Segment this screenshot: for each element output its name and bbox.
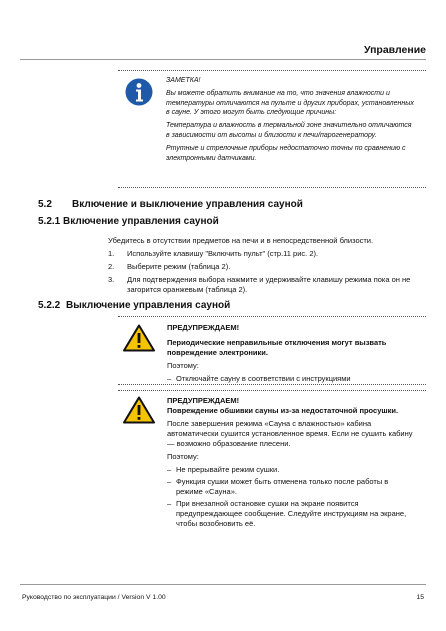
footer-divider [20,584,426,585]
list-item: 1. Используйте клавишу "Включить пульт" (стр.11 рис. 2). [108,249,319,258]
header-divider [20,59,426,60]
section-title: Включение и выключение управления сауной [72,199,303,210]
warning-label: ПРЕДУПРЕЖДАЕМ! [167,396,240,405]
warning-top-divider [118,316,426,317]
section-number: 5.2 [38,199,52,210]
page-header-title: Управление [363,44,426,56]
warning-label: ПРЕДУПРЕЖДАЕМ! [167,323,240,332]
note-paragraph: Ртутные и стрелочные приборы недостаточно точны по сравнению с электронными датчиками. [166,144,406,162]
section-heading-5-2 [38,199,303,210]
note-label: ЗАМЕТКА! [166,77,201,84]
steps-list [108,249,420,298]
section-heading-5-2-2 [38,300,230,311]
warning-top-divider [118,390,426,391]
section-title: Выключение управления сауной [66,300,231,311]
warning-therefore: Поэтому: [167,452,199,461]
info-icon [125,78,153,106]
note-paragraph: Вы можете обратить внимание на то, что значения влажности и температуры отличаются на пульте и других приборах, установленных в сауне. У этого могут быть следующие причины: [166,89,414,117]
note-top-divider [118,70,426,71]
warning-box [167,323,417,386]
list-item: – Отключайте сауну в соответствии с инструкциями [167,374,417,384]
footer-manual-version: Руководство по эксплуатации / Version V 1.00 [22,594,166,601]
warning-bottom-divider [118,384,426,385]
warning-box [167,396,417,531]
list-item: – Функция сушки может быть отменена только после работы в режиме «Сауна». [167,477,417,497]
warning-headline: Повреждение обшивки сауны из-за недостаточной просушки. [167,406,399,415]
warning-list [167,374,417,384]
warning-therefore: Поэтому: [167,361,199,370]
warning-text: После завершения режима «Сауна с влажностью» кабина автоматически сушится установленное время. Если не сушить кабину — возможно образование плесени. [167,419,413,448]
list-item: – Не прерывайте режим сушки. [167,465,417,475]
page-number: 15 [416,594,424,601]
note-bottom-divider [118,187,426,188]
intro-text: Убедитесь в отсутствии предметов на печи и в непосредственной близости. [108,236,374,245]
section-number: 5.2.2 [38,300,61,311]
warning-icon [123,396,155,424]
list-item: 2. Выберите режим (таблица 2). [108,262,231,271]
note-paragraph: Температура и влажность в термальной зоне значительно отличаются в зависимости от высоты и близости к печи/парогенератору. [166,122,412,139]
list-item: 3. Для подтверждения выбора нажмите и удерживайте клавишу режима пока он не загорится оранжевым (таблица 2). [108,275,411,294]
section-number: 5.2.1 [38,216,61,227]
note-box [166,76,416,166]
warning-list [167,465,417,529]
list-item: – При внезапной остановке сушки на экране появится предупреждающее сообщение. Следуйте инструкциям на экране, чтобы возобновить её. [167,499,417,529]
warning-headline: Периодические неправильные отключения могут вызвать повреждение электроники. [167,338,387,357]
section-heading-5-2-1 [38,216,219,227]
warning-icon [123,324,155,352]
section-title: Включение управления сауной [63,216,219,227]
